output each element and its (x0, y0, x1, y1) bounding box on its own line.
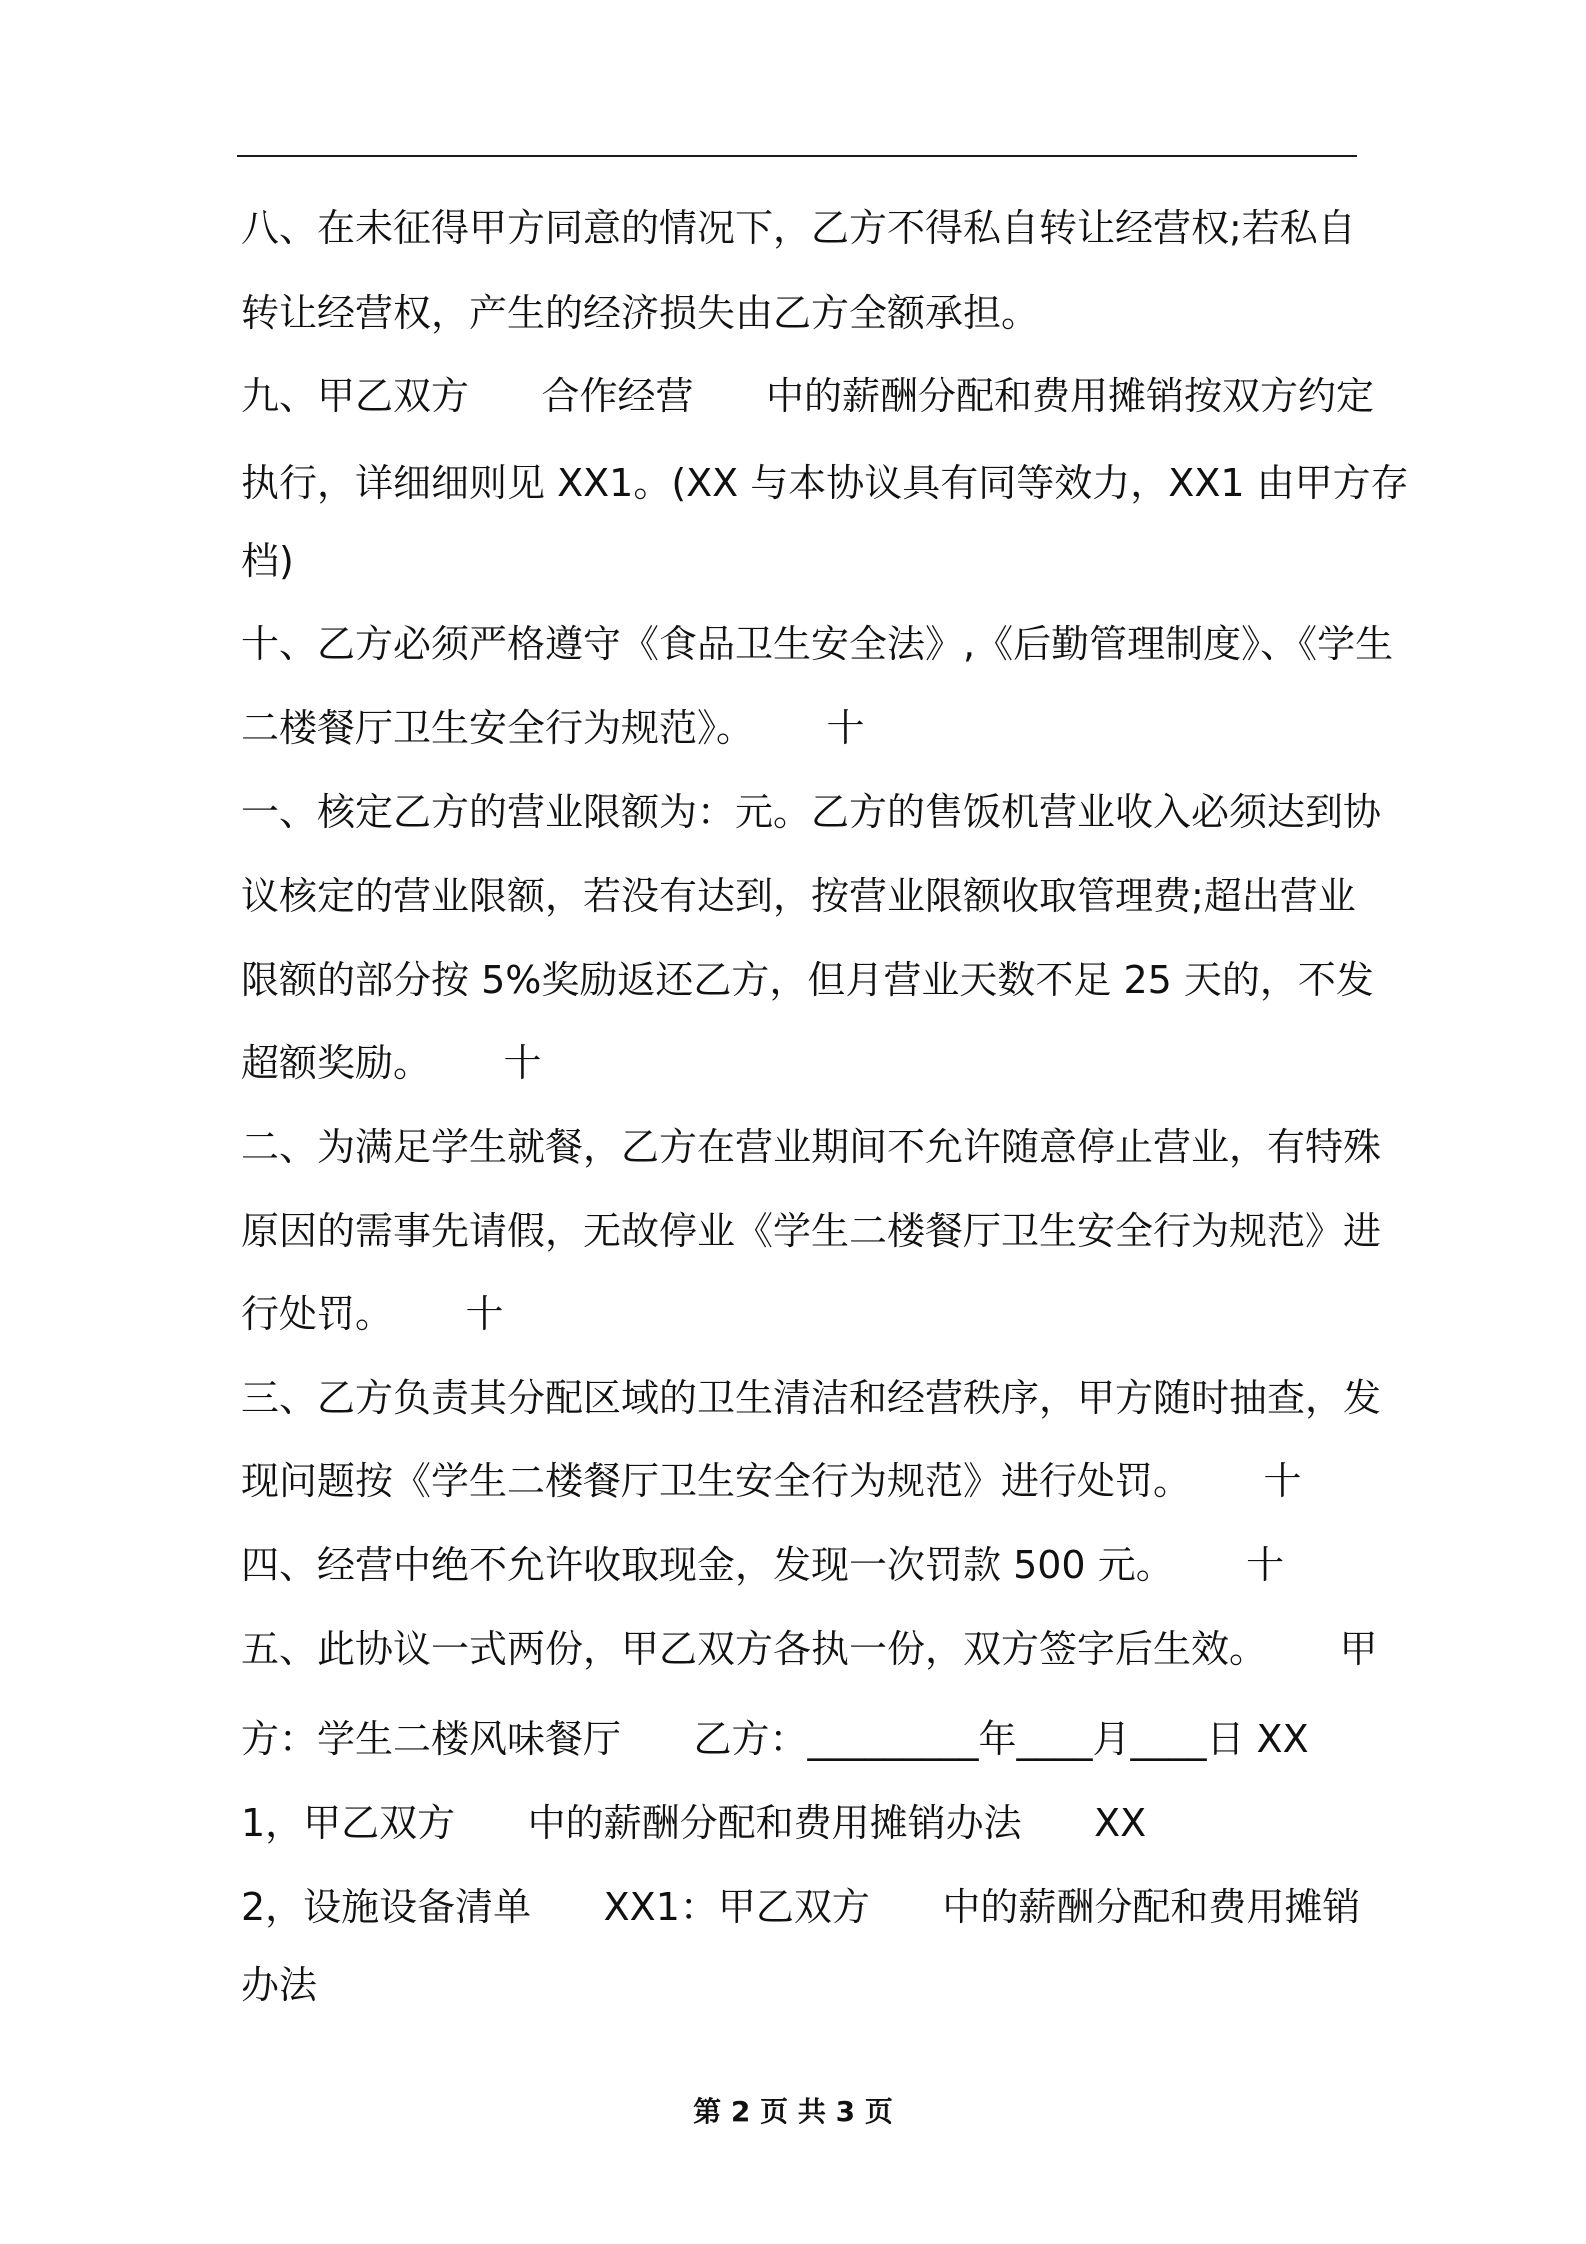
text-line: 二楼餐厅卫生安全行为规范》。 十 (241, 706, 865, 750)
text-line: 四、经营中绝不允许收取现金，发现一次罚款 500 元。 十 (241, 1543, 1285, 1587)
text-line: 执行，详细细则见 XX1。(XX 与本协议具有同等效力，XX1 由甲方存 (241, 461, 1409, 505)
header-rule (237, 155, 1357, 157)
text-line: 转让经营权，产生的经济损失由乙方全额承担。 (241, 291, 1040, 335)
text-line: 三、乙方负责其分配区域的卫生清洁和经营秩序，甲方随时抽查，发 (241, 1376, 1382, 1420)
text-line: 2，设施设备清单 XX1：甲乙双方 中的薪酬分配和费用摊销 (241, 1885, 1361, 1929)
text-line: 议核定的营业限额，若没有达到，按营业限额收取管理费;超出营业 (241, 874, 1356, 918)
text-line: 方：学生二楼风味餐厅 乙方：_________年____月____日 XX (241, 1717, 1309, 1761)
text-line: 1，甲乙双方 中的薪酬分配和费用摊销办法 XX (241, 1801, 1147, 1845)
text-line: 档) (241, 539, 294, 583)
text-line: 一、核定乙方的营业限额为：元。乙方的售饭机营业收入必须达到协 (241, 790, 1382, 834)
text-line: 五、此协议一式两份，甲乙双方各执一份，双方签字后生效。 甲 (241, 1627, 1378, 1671)
text-line: 原因的需事先请假，无故停业《学生二楼餐厅卫生安全行为规范》进 (241, 1209, 1382, 1253)
text-line: 现问题按《学生二楼餐厅卫生安全行为规范》进行处罚。 十 (241, 1459, 1302, 1503)
page-number-footer: 第 2 页 共 3 页 (693, 2095, 893, 2128)
text-line: 办法 (241, 1963, 318, 2007)
text-line: 二、为满足学生就餐，乙方在营业期间不允许随意停止营业，有特殊 (241, 1125, 1382, 1169)
text-line: 超额奖励。 十 (241, 1041, 542, 1085)
text-line: 八、在未征得甲方同意的情况下，乙方不得私自转让经营权;若私自 (241, 206, 1356, 250)
text-line: 九、甲乙双方 合作经营 中的薪酬分配和费用摊销按双方约定 (241, 374, 1374, 418)
text-line: 行处罚。 十 (241, 1292, 504, 1336)
text-line: 十、乙方必须严格遵守《食品卫生安全法》,《后勤管理制度》、《学生 (241, 622, 1394, 666)
text-line: 限额的部分按 5%奖励返还乙方，但月营业天数不足 25 天的，不发 (241, 958, 1374, 1002)
